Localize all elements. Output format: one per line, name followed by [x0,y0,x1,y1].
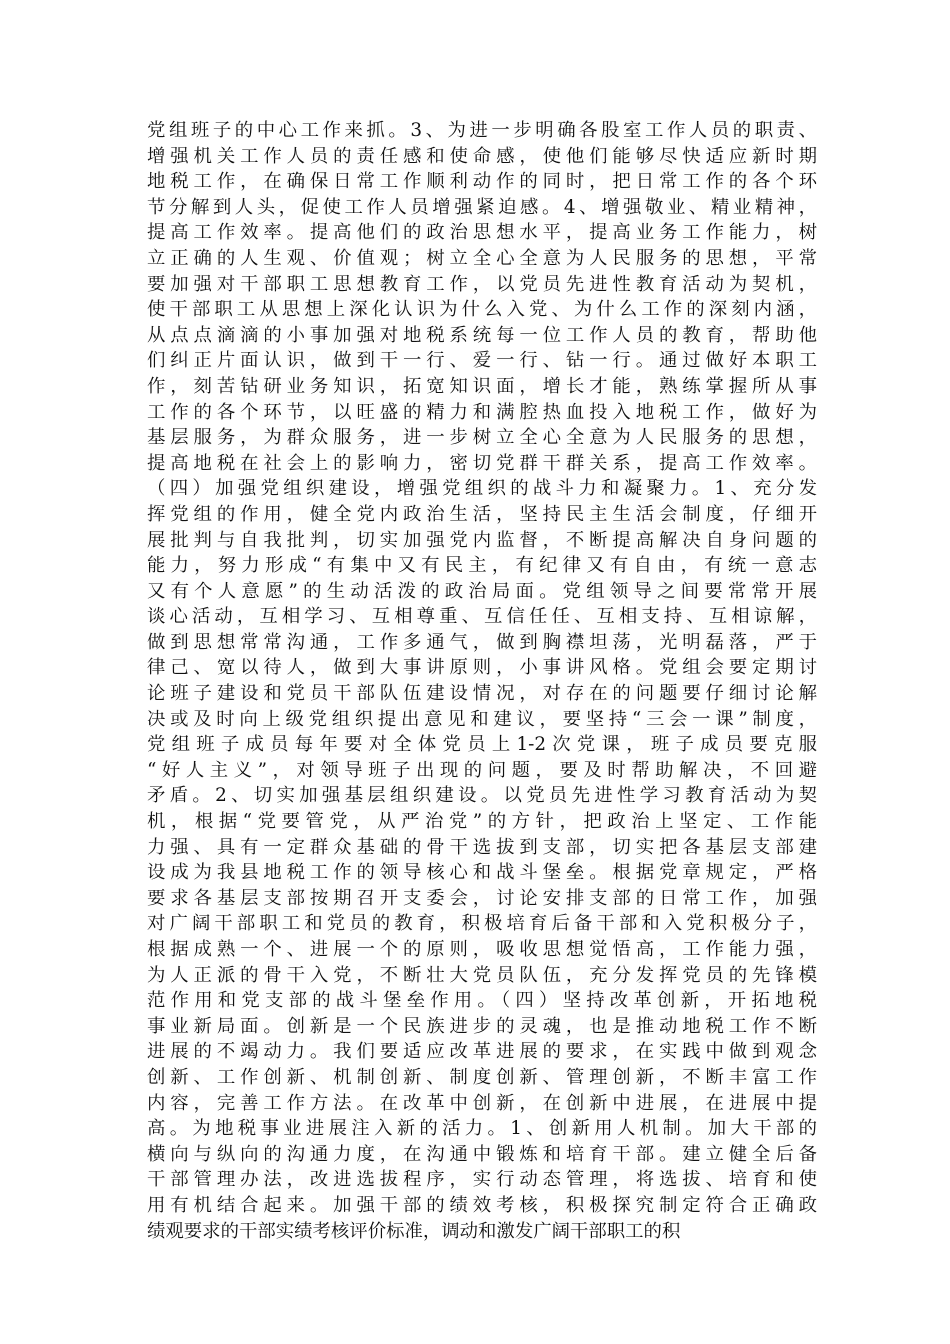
text-line: 又有个人意愿”的生动活泼的政治局面。党组领导之间要常常开展 [147,580,817,602]
text-line: 对广阔干部职工和党员的教育，积极培育后备干部和入党积极分子， [147,913,817,935]
text-line: 机，根据“党要管党，从严治党”的方针，把政治上坚定、工作能 [147,811,817,833]
text-line: （四）加强党组织建设，增强党组织的战斗力和凝聚力。1、充分发 [147,478,817,500]
text-line: 事业新局面。创新是一个民族进步的灵魂，也是推动地税工作不断 [147,1015,817,1037]
text-line: 论班子建设和党员干部队伍建设情况，对存在的问题要仔细讨论解 [147,683,817,705]
text-line: 节分解到人头，促使工作人员增强紧迫感。4、增强敬业、精业精神， [147,196,817,218]
text-line: 提高地税在社会上的影响力，密切党群干群关系，提高工作效率。 [147,452,817,474]
text-line: 创新、工作创新、机制创新、制度创新、管理创新，不断丰富工作 [147,1066,817,1088]
text-line: 力强、具有一定群众基础的骨干选拔到支部，切实把各基层支部建 [147,836,817,858]
text-line: 矛盾。2、切实加强基层组织建设。以党员先进性学习教育活动为契 [147,785,817,807]
text-line: 使干部职工从思想上深化认识为什么入党、为什么工作的深刻内涵， [147,299,817,321]
text-line: 谈心活动，互相学习、互相尊重、互信任任、互相支持、互相谅解， [147,606,817,628]
text-line: 党组班子的中心工作来抓。3、为进一步明确各股室工作人员的职责、 [147,120,817,141]
text-line: “好人主义”，对领导班子出现的问题，要及时帮助解决，不回避 [147,759,817,781]
text-line: 决或及时向上级党组织提出意见和建议，要坚持“三会一课”制度， [147,708,817,730]
text-line: 干部管理办法，改进选拔程序，实行动态管理，将选拔、培育和使 [147,1169,817,1191]
text-line: 要加强对干部职工思想教育工作，以党员先进性教育活动为契机， [147,273,817,295]
text-line: 挥党组的作用，健全党内政治生活，坚持民主生活会制度，仔细开 [147,503,817,525]
text-line: 增强机关工作人员的责任感和使命感，使他们能够尽快适应新时期 [147,145,817,167]
text-line: 设成为我县地税工作的领导核心和战斗堡垒。根据党章规定，严格 [147,862,817,884]
text-line: 律己、宽以待人，做到大事讲原则，小事讲风格。党组会要定期讨 [147,657,817,679]
text-line: 作，刻苦钻研业务知识，拓宽知识面，增长才能，熟练掌握所从事 [147,375,817,397]
document-body-text [147,118,817,1244]
text-line: 从点点滴滴的小事加强对地税系统每一位工作人员的教育，帮助他 [147,324,817,346]
text-line: 横向与纵向的沟通力度，在沟通中锻炼和培育干部。建立健全后备 [147,1143,817,1165]
text-line: 们纠正片面认识，做到干一行、爱一行、钻一行。通过做好本职工 [147,350,817,372]
text-line: 绩观要求的干部实绩考核评价标准，调动和激发广阔干部职工的积 [147,1220,681,1242]
text-line: 做到思想常常沟通，工作多通气，做到胸襟坦荡，光明磊落，严于 [147,631,817,653]
text-line: 要求各基层支部按期召开支委会，讨论安排支部的日常工作，加强 [147,887,817,909]
text-line: 能力，努力形成“有集中又有民主，有纪律又有自由，有统一意志 [147,555,817,577]
text-line: 高。为地税事业进展注入新的活力。1、创新用人机制。加大干部的 [147,1118,817,1140]
text-line: 进展的不竭动力。我们要适应改革进展的要求，在实践中做到观念 [147,1041,817,1063]
text-line: 范作用和党支部的战斗堡垒作用。（四）坚持改革创新，开拓地税 [147,990,817,1012]
text-line: 党组班子成员每年要对全体党员上1-2次党课，班子成员要克服 [147,734,817,756]
text-line: 根据成熟一个、进展一个的原则，吸收思想觉悟高，工作能力强， [147,939,817,960]
text-line: 基层服务，为群众服务，进一步树立全心全意为人民服务的思想， [147,427,817,449]
text-line: 展批判与自我批判，切实加强党内监督，不断提高解决自身问题的 [147,529,817,551]
text-line: 内容，完善工作方法。在改革中创新，在创新中进展，在进展中提 [147,1092,817,1114]
text-line: 立正确的人生观、价值观；树立全心全意为人民服务的思想，平常 [147,247,817,269]
text-line: 地税工作，在确保日常工作顺利动作的同时，把日常工作的各个环 [147,171,817,193]
text-line: 工作的各个环节，以旺盛的精力和满腔热血投入地税工作，做好为 [147,401,817,423]
text-line: 为人正派的骨干入党，不断壮大党员队伍，充分发挥党员的先锋模 [147,964,817,986]
text-line: 提高工作效率。提高他们的政治思想水平，提高业务工作能力，树 [147,222,817,244]
text-line: 用有机结合起来。加强干部的绩效考核，积极探究制定符合正确政 [147,1194,817,1216]
